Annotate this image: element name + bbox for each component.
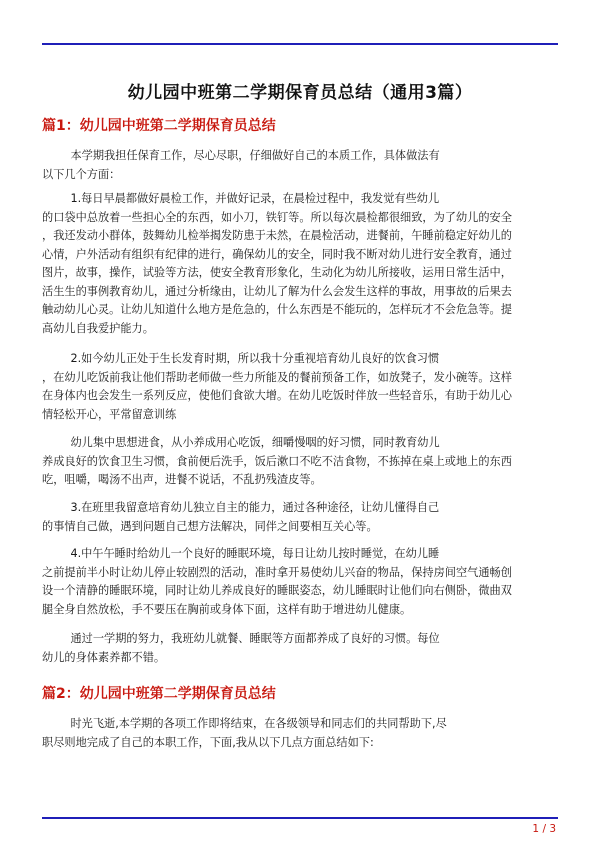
section-1-paragraph-1: 本学期我担任保育工作，尽心尽职，仔细做好自己的本质工作，具体做法有 以下几个方面： [42, 149, 440, 181]
section-1-paragraph-5: 3.在班里我留意培育幼儿独立自主的能力，通过各种途径，让幼儿懂得自己 的事情自己做，遇到问题自己想方法解决，同伴之间要相互关心等。 [42, 501, 440, 533]
section-1-heading: 篇1：幼儿园中班第二学期保育员总结 [42, 118, 276, 134]
section-2-paragraph-1: 时光飞逝,本学期的各项工作即将结束，在各级领导和同志们的共同帮助下,尽 职尽则地完成了自己的本职工作，下面,我从以下几点方面总结如下: [42, 717, 447, 749]
section-1-paragraph-6: 4.中午午睡时给幼儿一个良好的睡眠环境，每日让幼儿按时睡觉，在幼儿睡 之前提前半小时让幼儿停止较剧烈的活动，准时拿开易使幼儿兴奋的物品，保持房间空气通畅创 设一个清静的睡眠环境，同时让幼儿养成良好的睡眠姿态，幼儿睡眠时让他们向右侧卧，微曲双 腿全身自然放松，手不要压在胸前或身体下面，这样有助于增进幼儿健康。 [42, 547, 512, 616]
section-1-paragraph-2: 1.每日早晨都做好晨检工作，并做好记录，在晨检过程中，我发觉有些幼儿 的口袋中总放着一些担心全的东西，如小刀，铁钉等。所以每次晨检都很细致，为了幼儿的安全 ，我还发动小群体，鼓舞幼儿检举揭发防患于未然，在晨检活动，进餐前，午睡前稳定好幼儿的 心情，户外活动有组织有纪律的进行，确保幼儿的安全，同时我不断对幼儿进行安全教育，通过 图片，故事，操作，试验等方法，使安全教育形象化，生动化为幼儿所接收，运用日常生活中， 活生生的事例教育幼儿，通过分析缘由，让幼儿了解为什么会发生这样的事故，用事故的后果去 触动幼儿心灵。让幼儿知道什么地方是危急的，什么东西是不能玩的，怎样玩才不会危急等。提 高幼儿自我爱护能力。 [42, 192, 512, 335]
page-indicator: 1 / 3 [532, 823, 556, 835]
document-title: 幼儿园中班第二学期保育员总结（通用3篇） [127, 83, 473, 103]
section-1-paragraph-7: 通过一学期的努力，我班幼儿就餐、睡眠等方面都养成了良好的习惯。每位 幼儿的身体素养都不错。 [42, 632, 440, 664]
section-2-heading: 篇2：幼儿园中班第二学期保育员总结 [42, 686, 276, 702]
bottom-rule [42, 817, 558, 819]
section-1-paragraph-3: 2.如今幼儿正处于生长发育时期，所以我十分重视培育幼儿良好的饮食习惯 ，在幼儿吃饭前我让他们帮助老师做一些力所能及的餐前预备工作，如放凳子，发小碗等。这样 在身体内也会发生一系列反应，使他们食欲大增。在幼儿吃饭时伴放一些轻音乐，有助于幼儿心 情轻松开心，平常留意训练 [42, 352, 512, 421]
top-rule [42, 43, 558, 45]
section-1-paragraph-4: 幼儿集中思想进食，从小养成用心吃饭，细嚼慢咽的好习惯，同时教育幼儿 养成良好的饮食卫生习惯，食前便后洗手，饭后漱口不吃不洁食物，不拣掉在桌上或地上的东西 吃，咀嚼，喝汤不出声，进餐不说话，不乱扔残渣皮等。 [42, 436, 512, 486]
